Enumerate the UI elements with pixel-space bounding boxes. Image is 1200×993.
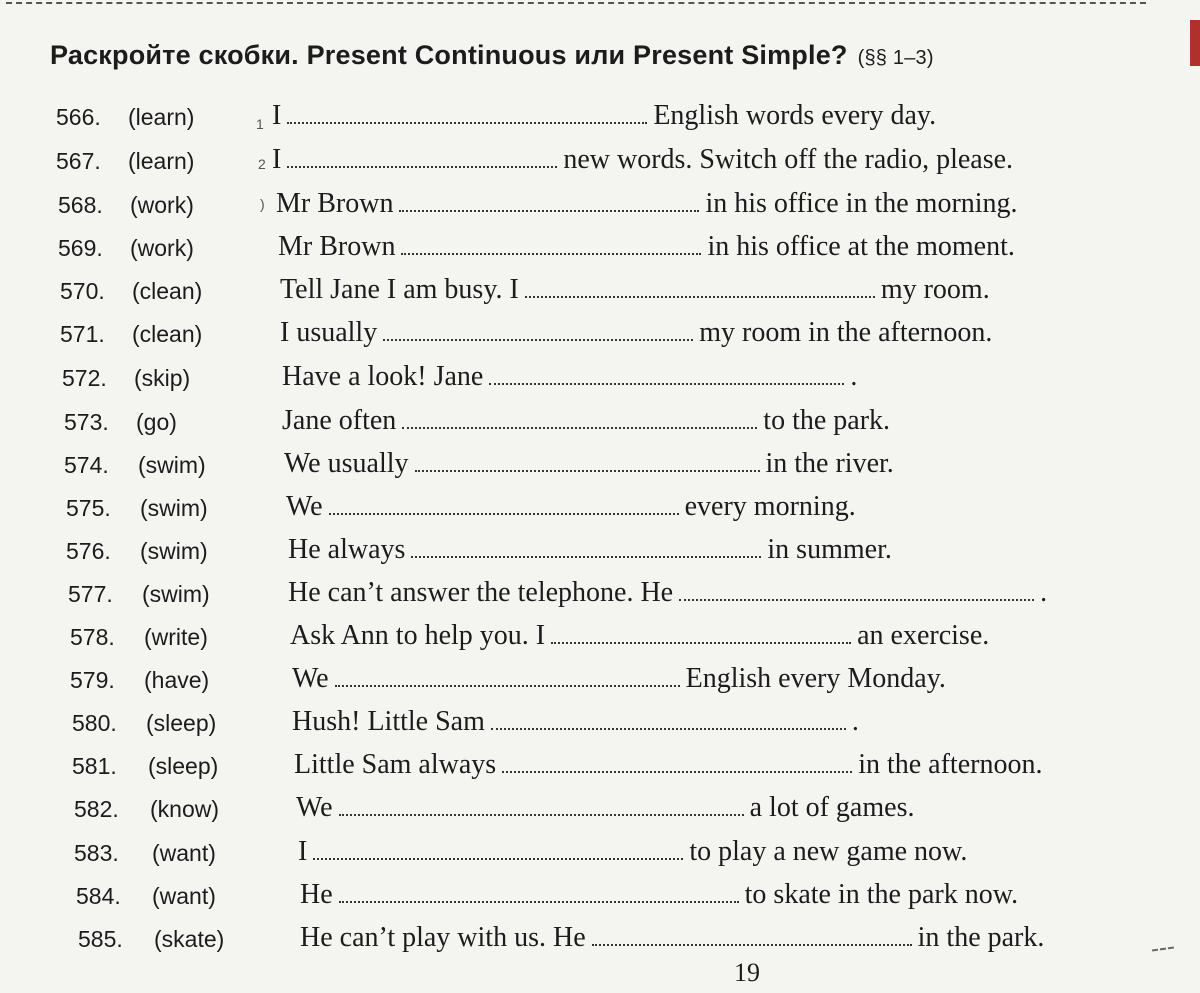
answer-blank[interactable] xyxy=(287,163,557,168)
sentence-start: He xyxy=(300,879,333,910)
exercise-number: 579. xyxy=(70,667,115,693)
sentence-end: an exercise. xyxy=(857,620,990,651)
title-text: Раскройте скобки. Present Continuous или Present Simple? xyxy=(50,40,848,70)
exercise-verb: (write) xyxy=(144,624,208,650)
answer-blank[interactable] xyxy=(313,855,683,860)
exercise-row xyxy=(0,879,1200,919)
sentence-start: He can’t play with us. He xyxy=(300,922,586,953)
sentence-start: Ask Ann to help you. I xyxy=(290,620,546,651)
sentence-end: . xyxy=(1040,577,1048,608)
sentence-end: in his office in the morning. xyxy=(705,188,1018,219)
exercise-verb: (work) xyxy=(130,192,194,218)
answer-blank[interactable] xyxy=(411,553,761,558)
exercise-row xyxy=(0,749,1200,789)
exercise-verb: (swim) xyxy=(142,581,210,607)
exercise-sentence xyxy=(300,922,1044,954)
exercise-verb: (learn) xyxy=(128,104,195,130)
pencil-mark: ) xyxy=(260,196,265,212)
exercise-sentence xyxy=(280,317,992,349)
sentence-start: Hush! Little Sam xyxy=(292,706,485,737)
exercise-row xyxy=(0,706,1200,746)
exercise-verb: (skip) xyxy=(134,365,191,391)
answer-blank[interactable] xyxy=(335,682,680,687)
exercise-sentence xyxy=(296,792,914,824)
sentence-start: I xyxy=(272,144,282,175)
exercise-verb: (sleep) xyxy=(148,753,219,779)
exercise-verb: (know) xyxy=(150,796,220,822)
sentence-start: I xyxy=(272,100,282,131)
exercise-sentence xyxy=(272,144,1013,176)
answer-blank[interactable] xyxy=(491,725,846,730)
exercise-row xyxy=(0,361,1200,401)
exercise-verb: (sleep) xyxy=(146,710,217,736)
sentence-end: every morning. xyxy=(684,491,856,522)
exercise-number: 576. xyxy=(66,538,111,564)
exercise-sentence xyxy=(292,663,946,695)
page-number: 19 xyxy=(734,958,760,987)
exercise-number: 577. xyxy=(68,581,113,607)
answer-blank[interactable] xyxy=(339,811,744,816)
exercise-verb: (swim) xyxy=(138,452,206,478)
sentence-end: to play a new game now. xyxy=(689,836,968,867)
sentence-start: We xyxy=(286,491,323,522)
exercise-number: 580. xyxy=(72,710,117,736)
answer-blank[interactable] xyxy=(399,207,699,212)
sentence-end: to the park. xyxy=(763,405,891,436)
answer-blank[interactable] xyxy=(287,119,647,124)
sentence-start: He can’t answer the telephone. He xyxy=(288,577,674,608)
exercise-sentence xyxy=(292,706,859,738)
exercise-sentence xyxy=(298,836,967,868)
sentence-start: Mr Brown xyxy=(278,231,396,262)
sentence-end: English words every day. xyxy=(653,100,937,131)
sentence-end: in summer. xyxy=(767,534,892,565)
answer-blank[interactable] xyxy=(489,380,844,385)
exercise-verb: (want) xyxy=(152,840,216,866)
exercise-number: 572. xyxy=(62,365,107,391)
exercise-verb: (clean) xyxy=(132,278,203,304)
exercise-sentence xyxy=(278,231,1015,263)
sentence-end: new words. Switch off the radio, please. xyxy=(563,144,1014,175)
exercise-number: 569. xyxy=(58,235,103,261)
answer-blank[interactable] xyxy=(679,596,1034,601)
sentence-start: I xyxy=(298,836,308,867)
answer-blank[interactable] xyxy=(329,510,679,515)
exercise-number: 578. xyxy=(70,624,115,650)
exercise-number: 571. xyxy=(60,321,105,347)
sentence-start: We xyxy=(296,792,333,823)
pencil-mark: 2 xyxy=(258,156,266,172)
answer-blank[interactable] xyxy=(339,898,739,903)
exercise-sentence xyxy=(286,491,856,523)
answer-blank[interactable] xyxy=(401,250,701,255)
exercise-row xyxy=(0,491,1200,531)
exercise-verb: (learn) xyxy=(128,148,195,174)
exercise-row xyxy=(0,922,1200,962)
answer-blank[interactable] xyxy=(525,293,875,298)
sentence-end: in the afternoon. xyxy=(858,749,1043,780)
exercise-number: 583. xyxy=(74,840,119,866)
sentence-end: . xyxy=(850,361,858,392)
exercise-row xyxy=(0,231,1200,271)
sentence-start: I usually xyxy=(280,317,378,348)
exercise-row xyxy=(0,448,1200,488)
exercise-sentence xyxy=(290,620,989,652)
exercise-sentence xyxy=(294,749,1042,781)
exercise-verb: (swim) xyxy=(140,495,208,521)
title-sections: (§§ 1–3) xyxy=(857,47,934,69)
exercise-row xyxy=(0,792,1200,832)
exercise-verb: (have) xyxy=(144,667,210,693)
sentence-start: We xyxy=(292,663,329,694)
exercise-number: 584. xyxy=(76,883,121,909)
sentence-start: He always xyxy=(288,534,406,565)
exercise-verb: (work) xyxy=(130,235,194,261)
answer-blank[interactable] xyxy=(402,424,757,429)
answer-blank[interactable] xyxy=(551,639,851,644)
sentence-end: in the park. xyxy=(917,922,1045,953)
sentence-start: We usually xyxy=(284,448,409,479)
answer-blank[interactable] xyxy=(383,336,693,341)
answer-blank[interactable] xyxy=(502,768,852,773)
exercise-number: 574. xyxy=(64,452,109,478)
exercise-row xyxy=(0,274,1200,314)
exercise-sentence xyxy=(288,534,892,566)
sentence-start: Have a look! Jane xyxy=(282,361,484,392)
sentence-end: my room in the afternoon. xyxy=(699,317,993,348)
exercise-sentence xyxy=(282,361,857,393)
exercise-row xyxy=(0,836,1200,876)
exercise-row xyxy=(0,620,1200,660)
exercise-row xyxy=(0,144,1200,184)
sentence-start: Little Sam always xyxy=(294,749,497,780)
exercise-number: 575. xyxy=(66,495,111,521)
exercise-verb: (want) xyxy=(152,883,216,909)
sentence-end: . xyxy=(851,706,859,737)
exercise-sentence xyxy=(272,100,936,132)
exercise-row xyxy=(0,663,1200,703)
exercise-row xyxy=(0,405,1200,445)
sentence-start: Tell Jane I am busy. I xyxy=(280,274,519,305)
exercise-sentence xyxy=(276,188,1018,220)
sentence-start: Mr Brown xyxy=(276,188,394,219)
exercise-row xyxy=(0,100,1200,140)
exercise-sentence xyxy=(288,577,1047,609)
answer-blank[interactable] xyxy=(415,467,760,472)
sentence-end: to skate in the park now. xyxy=(744,879,1019,910)
exercise-sentence xyxy=(300,879,1018,911)
exercise-sentence xyxy=(284,448,894,480)
exercise-verb: (clean) xyxy=(132,321,203,347)
exercise-verb: (skate) xyxy=(154,926,225,952)
exercise-row xyxy=(0,577,1200,617)
exercise-number: 582. xyxy=(74,796,119,822)
sentence-end: in his office at the moment. xyxy=(707,231,1015,262)
exercise-verb: (swim) xyxy=(140,538,208,564)
exercise-row xyxy=(0,534,1200,574)
exercise-sentence xyxy=(280,274,990,306)
answer-blank[interactable] xyxy=(592,941,912,946)
sentence-end: English every Monday. xyxy=(685,663,946,694)
sentence-end: my room. xyxy=(880,274,990,305)
exercise-row xyxy=(0,188,1200,228)
exercise-number: 567. xyxy=(56,148,101,174)
sentence-end: a lot of games. xyxy=(749,792,915,823)
exercise-number: 568. xyxy=(58,192,103,218)
exercise-sentence xyxy=(282,405,890,437)
exercise-row xyxy=(0,317,1200,357)
pencil-mark: 1 xyxy=(256,116,264,132)
exercise-number: 585. xyxy=(78,926,123,952)
exercise-number: 566. xyxy=(56,104,101,130)
exercise-number: 573. xyxy=(64,409,109,435)
exercise-verb: (go) xyxy=(136,409,177,435)
exercise-number: 570. xyxy=(60,278,105,304)
sentence-start: Jane often xyxy=(282,405,397,436)
sentence-end: in the river. xyxy=(765,448,894,479)
exercise-number: 581. xyxy=(72,753,117,779)
